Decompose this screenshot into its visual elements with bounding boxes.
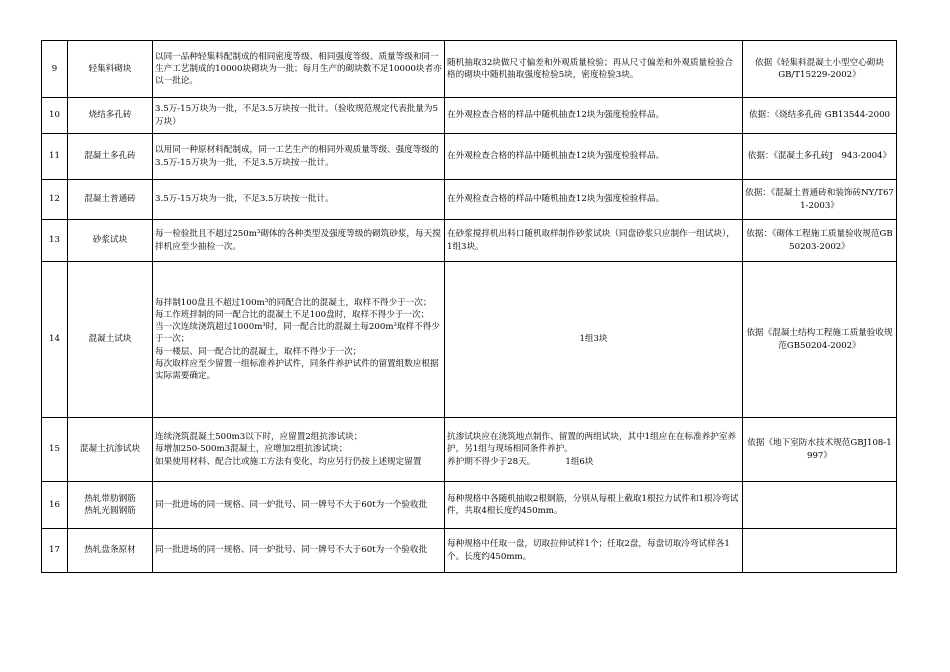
standard-basis: 依据《地下室防水技术规范GBJ108-1997》 [743,418,897,482]
standard-basis: 依据：《混凝土多孔砖J 943-2004》 [743,134,897,180]
material-name-line: 热轧光圆钢筋 [84,506,136,516]
batch-rule: 同一批进场的同一规格、同一炉批号、同一牌号不大于60t为一个验收批 [153,529,445,573]
batch-rule: 以用同一种原材料配制成，同一工艺生产的相同外观质量等级、强度等级的3.5万-15万块为一批，不足3.5万块按一批计。 [153,134,445,180]
standard-basis [743,482,897,529]
material-name: 混凝土抗渗试块 [68,418,153,482]
row-number: 9 [42,41,68,98]
batch-rule-line: 每增加250-500m3混凝土，应增加2组抗渗试块； [155,444,348,455]
standard-basis: 依据：《混凝土普通砖和装饰砖NY/T671-2003》 [743,180,897,220]
material-name: 轻集料砌块 [68,41,153,98]
batch-rule-line: 每拌制100盘且不超过100m³的同配合比的混凝土，取样不得少于一次； [155,297,432,308]
table-row [42,262,897,418]
material-name: 烧结多孔砖 [68,98,153,134]
batch-rule: 3.5万-15万块为一批，不足3.5万块按一批计。（验收规范规定代表批量为5万块） [153,98,445,134]
standard-basis: 依据：《烧结多孔砖 GB13544-2000 [743,98,897,134]
sampling-method: 在外观检查合格的样品中随机抽查12块为强度检验样品。 [445,98,743,134]
material-name: 混凝土试块 [68,262,153,418]
batch-rule: 每一检验批且不超过250m³砌体的各种类型及强度等级的砌筑砂浆，每天搅拌机应至少抽检一次。 [153,220,445,262]
sampling-method: 每种规格中各随机抽取2根钢筋，分别从每根上截取1根拉力试件和1根冷弯试件，共取4根长度约450mm。 [445,482,743,529]
table-row [42,98,897,134]
material-name [68,482,153,529]
sampling-method: 1组3块 [445,262,743,418]
batch-rule: 同一批进场的同一规格、同一炉批号、同一牌号不大于60t为一个验收批 [153,482,445,529]
table-row [42,482,897,529]
sampling-method [445,418,743,482]
sampling-method: 在外观检查合格的样品中随机抽查12块为强度检验样品。 [445,180,743,220]
table-row [42,134,897,180]
row-number: 17 [42,529,68,573]
row-number: 13 [42,220,68,262]
row-number: 10 [42,98,68,134]
standard-basis: 依据《混凝土结构工程施工质量验收规范GB50204-2002》 [743,262,897,418]
row-number: 14 [42,262,68,418]
material-name: 热轧盘条原材 [68,529,153,573]
batch-rule-line: 每工作班拌制的同一配合比的混凝土不足100盘时，取样不得少于一次； [155,309,430,320]
batch-rule-line: 每一楼层、同一配合比的混凝土，取样不得少于一次； [155,346,362,357]
sampling-method: 每种规格中任取一盘，切取拉伸试样1个；任取2盘，每盘切取冷弯试样各1个。长度约450mm。 [445,529,743,573]
sampling-method: 随机抽取32块做尺寸偏差和外观质量检验；再从尺寸偏差和外观质量检验合格的砌块中随机抽取强度检验5块，密度检验3块。 [445,41,743,98]
batch-rule-line: 连续浇筑混凝土500m3以下时，应留置2组抗渗试块； [155,432,363,443]
batch-rule-line: 每次取样应至少留置一组标准养护试件，同条件养护试件的留置组数应根据实际需要确定。 [155,358,439,381]
row-number: 15 [42,418,68,482]
standard-basis: 依据：《砌体工程施工质量验收规范GB50203-2002》 [743,220,897,262]
material-name-line: 热轧带肋钢筋 [84,493,136,504]
sampling-method: 在砂浆搅拌机出料口随机取样制作砂浆试块（同盘砂浆只应制作一组试块），1组3块。 [445,220,743,262]
batch-rule: 以同一品种轻集料配制成的相同密度等级、相同强度等级、质量等级和同一生产工艺制成的10000块砌块为一批；每月生产的砌块数不足10000块者亦以一批论。 [153,41,445,98]
table-row [42,41,897,98]
batch-rule-line: 当一次连续浇筑超过1000m³时，同一配合比的混凝土每200m³取样不得少于一次； [155,322,440,345]
table-row [42,529,897,573]
material-name: 砂浆试块 [68,220,153,262]
material-sampling-table [41,40,902,573]
material-name: 混凝土多孔砖 [68,134,153,180]
standard-basis [743,529,897,573]
batch-rule-line: 如果使用材料、配合比或施工方法有变化，均应另行仍按上述规定留置 [155,456,422,467]
row-number: 16 [42,482,68,529]
sampling-method-line: 抗渗试块应在浇筑地点制作、留置的两组试块，其中1组应在在标准养护室养护，另1组与现场相同条件养护。 [447,432,737,455]
row-number: 12 [42,180,68,220]
table-row [42,180,897,220]
batch-rule [153,418,445,482]
batch-rule [153,262,445,418]
sampling-method: 在外观检查合格的样品中随机抽查12块为强度检验样品。 [445,134,743,180]
batch-rule: 3.5万-15万块为一批，不足3.5万块按一批计。 [153,180,445,220]
standard-basis: 依据《轻集料混凝土小型空心砌块 GB/T15229-2002》 [743,41,897,98]
table-row [42,418,897,482]
table-row [42,220,897,262]
material-name: 混凝土普通砖 [68,180,153,220]
row-number: 11 [42,134,68,180]
sampling-method-line: 养护期不得少于28天。 1组6块 [447,456,594,467]
